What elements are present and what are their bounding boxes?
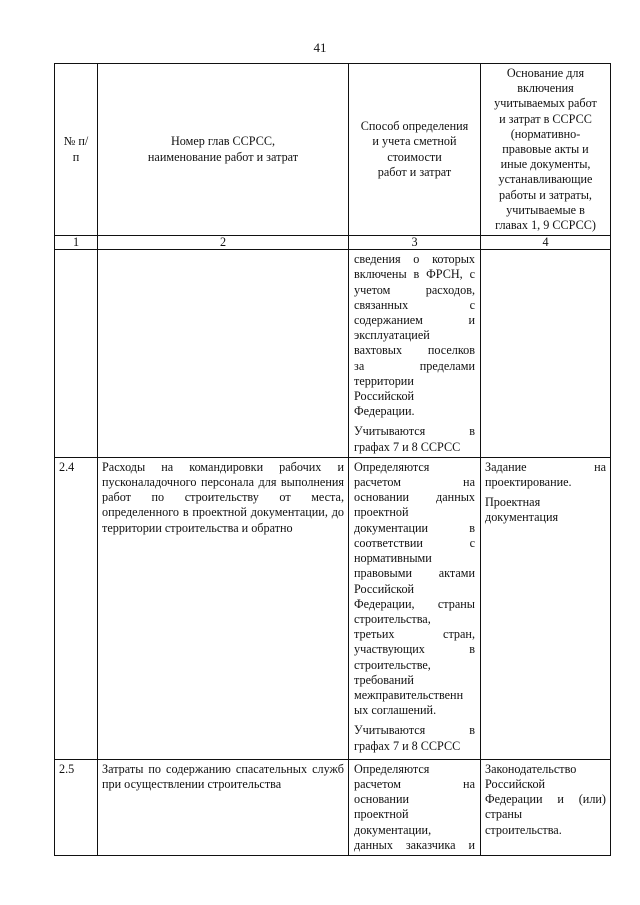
text-line: третьих стран,	[354, 627, 475, 642]
header-col-basis-line: Основание для	[506, 66, 585, 80]
row-number	[55, 250, 98, 458]
text-line: включены в ФРСН, с	[354, 267, 475, 282]
text-line: нормативными	[354, 551, 432, 566]
column-number: 1	[55, 236, 98, 250]
header-col-basis-line: учитываемые в	[506, 202, 585, 217]
method-paragraph	[354, 252, 475, 419]
text-line: связанных с	[354, 297, 475, 312]
text-line: Учитываются в	[354, 723, 475, 738]
text-line: документация	[485, 510, 559, 525]
row-name: Расходы на командировки рабочих и пусконаладочного персонала для выполнения работ по строительству от места, определенного в проектной документации, до территории строительства и обратно	[98, 457, 349, 759]
header-col-basis-line: иные документы,	[500, 157, 591, 172]
column-number: 2	[98, 236, 349, 250]
text-line: Определяются	[354, 459, 430, 474]
text-line: страны	[485, 807, 523, 822]
text-line: расчетом на	[354, 777, 475, 792]
text-line: Задание на	[485, 459, 606, 474]
header-col-basis-line: главах 1, 9 ССРСС)	[495, 218, 596, 233]
column-number: 4	[481, 236, 611, 250]
row-name: Затраты по содержанию спасательных служб при осуществлении строительства	[98, 759, 349, 855]
text-line: Российской	[354, 389, 415, 404]
row-method	[349, 759, 481, 855]
row-basis	[481, 759, 611, 855]
text-line: сведения о которых	[354, 252, 475, 267]
header-col-name-line1: Номер глав ССРСС,	[170, 134, 276, 149]
text-line: соответствии с	[354, 535, 475, 550]
header-col-method-line: Способ определения	[360, 119, 469, 134]
text-line: данных заказчика и	[354, 837, 475, 852]
header-col-basis-line: учитываемых работ	[494, 96, 597, 111]
header-col-name-line2: наименование работ и затрат	[147, 149, 299, 164]
page-number: 41	[313, 40, 327, 55]
text-line: строительства,	[354, 611, 431, 626]
text-line: Проектная	[485, 495, 541, 510]
header-col-number-label: № п/п	[63, 134, 89, 164]
text-line: Определяются	[354, 761, 430, 776]
basis-note	[485, 495, 606, 525]
text-line: межправительственн	[354, 687, 464, 702]
header-col-basis-line: устанавливающие	[498, 172, 593, 187]
text-line: документации в	[354, 520, 475, 535]
row-basis	[481, 250, 611, 458]
text-line: расчетом на	[354, 475, 475, 490]
text-line: участвующих в	[354, 642, 475, 657]
text-line: вахтовых поселков	[354, 343, 475, 358]
text-line: территории	[354, 373, 414, 388]
header-col-name	[98, 64, 349, 236]
column-number-row	[55, 236, 611, 250]
row-number: 2.5	[55, 759, 98, 855]
text-line: Российской	[485, 777, 546, 792]
table-row	[55, 250, 611, 458]
text-line: учетом расходов,	[354, 282, 475, 297]
text-line: строительства.	[485, 822, 562, 837]
text-line: документации,	[354, 822, 432, 837]
cost-table	[54, 63, 611, 856]
header-col-method-line: стоимости	[387, 149, 442, 164]
method-paragraph	[354, 460, 475, 718]
text-line: эксплуатацией	[354, 328, 430, 343]
table-header-row	[55, 64, 611, 236]
header-col-basis-line: (нормативно-	[510, 126, 581, 141]
text-line: содержанием и	[354, 313, 475, 328]
table-row	[55, 457, 611, 759]
header-col-method	[349, 64, 481, 236]
text-line: ых соглашений.	[354, 703, 437, 718]
header-col-basis-line: правовые акты и	[502, 142, 589, 157]
header-col-basis	[481, 64, 611, 236]
text-line: Российской	[354, 581, 415, 596]
text-line: графах 7 и 8 ССРСС	[354, 439, 461, 454]
method-note	[354, 424, 475, 454]
text-line: строительстве,	[354, 657, 431, 672]
text-line: проектной	[354, 505, 409, 520]
text-line: Федерации.	[354, 404, 415, 419]
method-paragraph	[354, 762, 475, 853]
text-line: Учитываются в	[354, 424, 475, 439]
text-line: основании данных	[354, 490, 475, 505]
header-col-basis-line: включения	[517, 81, 574, 96]
text-line: проектирование.	[485, 475, 572, 490]
row-number: 2.4	[55, 457, 98, 759]
header-col-basis-line: работы и затраты,	[499, 187, 592, 202]
text-line: Законодательство	[485, 761, 577, 776]
text-line: основании	[354, 792, 409, 807]
column-number: 3	[349, 236, 481, 250]
header-col-method-line: и учета сметной	[372, 134, 457, 149]
row-method	[349, 457, 481, 759]
method-note	[354, 723, 475, 753]
text-line: Федерации, страны	[354, 596, 475, 611]
basis-paragraph	[485, 460, 606, 490]
text-line: правовыми актами	[354, 566, 475, 581]
header-col-number	[55, 64, 98, 236]
text-line: проектной	[354, 807, 409, 822]
text-line: требований	[354, 672, 414, 687]
basis-paragraph	[485, 762, 606, 838]
text-line: Федерации и (или)	[485, 792, 606, 807]
table-row	[55, 759, 611, 855]
row-name	[98, 250, 349, 458]
header-col-method-line: работ и затрат	[377, 164, 452, 179]
row-basis	[481, 457, 611, 759]
header-col-basis-line: и затрат в ССРСС	[499, 111, 592, 126]
row-method	[349, 250, 481, 458]
text-line: графах 7 и 8 ССРСС	[354, 738, 461, 753]
text-line: за пределами	[354, 358, 475, 373]
